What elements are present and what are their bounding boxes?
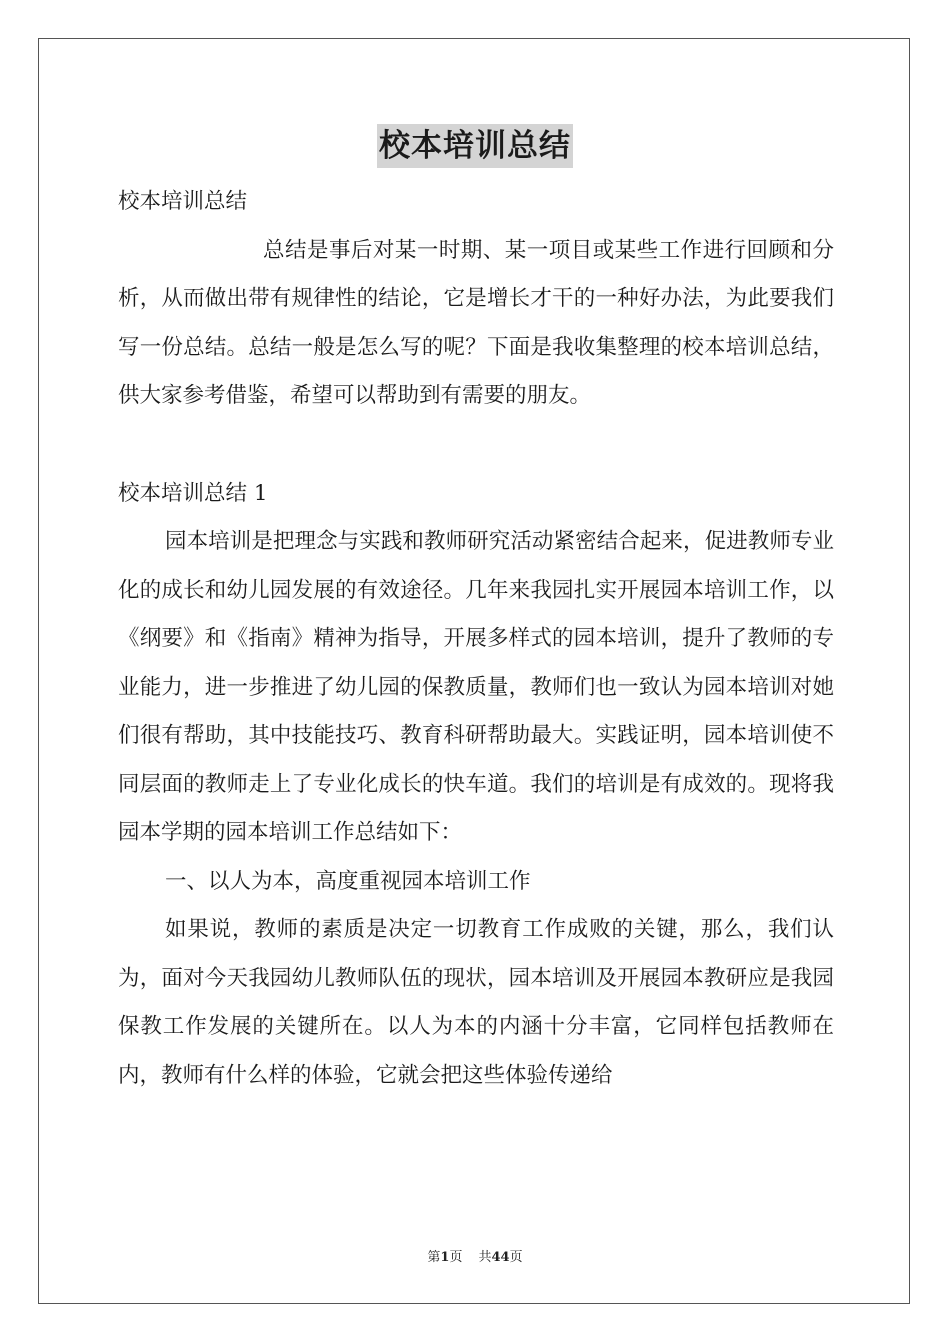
page-prefix: 第 — [427, 1250, 441, 1265]
document-subtitle: 校本培训总结 — [118, 189, 248, 214]
subheading-1: 一、以人为本，高度重视园本培训工作 — [165, 868, 531, 894]
document-body — [118, 178, 834, 1100]
page-suffix: 页 — [449, 1250, 463, 1265]
total-suffix: 页 — [509, 1250, 523, 1265]
intro-paragraph: 总结是事后对某一时期、某一项目或某些工作进行回顾和分析，从而做出带有规律性的结论，它是增长才干的一种好办法，为此要我们写一份总结。总结一般是怎么写的呢？下面是我收集整理的校本培训总结，供大家参考借鉴，希望可以帮助到有需要的朋友。 — [118, 237, 834, 408]
page-footer — [0, 1246, 950, 1265]
total-pages: 44 — [491, 1250, 510, 1265]
section-heading: 校本培训总结 1 — [118, 480, 268, 506]
page-number: 1 — [440, 1250, 450, 1265]
body-paragraph-2: 如果说，教师的素质是决定一切教育工作成败的关键，那么，我们认为，面对今天我园幼儿教师队伍的现状，园本培训及开展园本教研应是我园保教工作发展的关键所在。以人为本的内涵十分丰富，它同样包括教师在内，教师有什么样的体验，它就会把这些体验传递给 — [118, 917, 834, 1088]
total-prefix: 共 — [478, 1250, 492, 1265]
title-area — [0, 124, 950, 168]
body-paragraph-1: 园本培训是把理念与实践和教师研究活动紧密结合起来，促进教师专业化的成长和幼儿园发展的有效途径。几年来我园扎实开展园本培训工作，以《纲要》和《指南》精神为指导，开展多样式的园本培训，提升了教师的专业能力，进一步推进了幼儿园的保教质量，教师们也一致认为园本培训对她们很有帮助，其中技能技巧、教育科研帮助最大。实践证明，园本培训使不同层面的教师走上了专业化成长的快车道。我们的培训是有成效的。现将我园本学期的园本培训工作总结如下： — [118, 529, 834, 845]
document-title: 校本培训总结 — [377, 124, 573, 168]
paragraph-spacer — [118, 421, 834, 470]
